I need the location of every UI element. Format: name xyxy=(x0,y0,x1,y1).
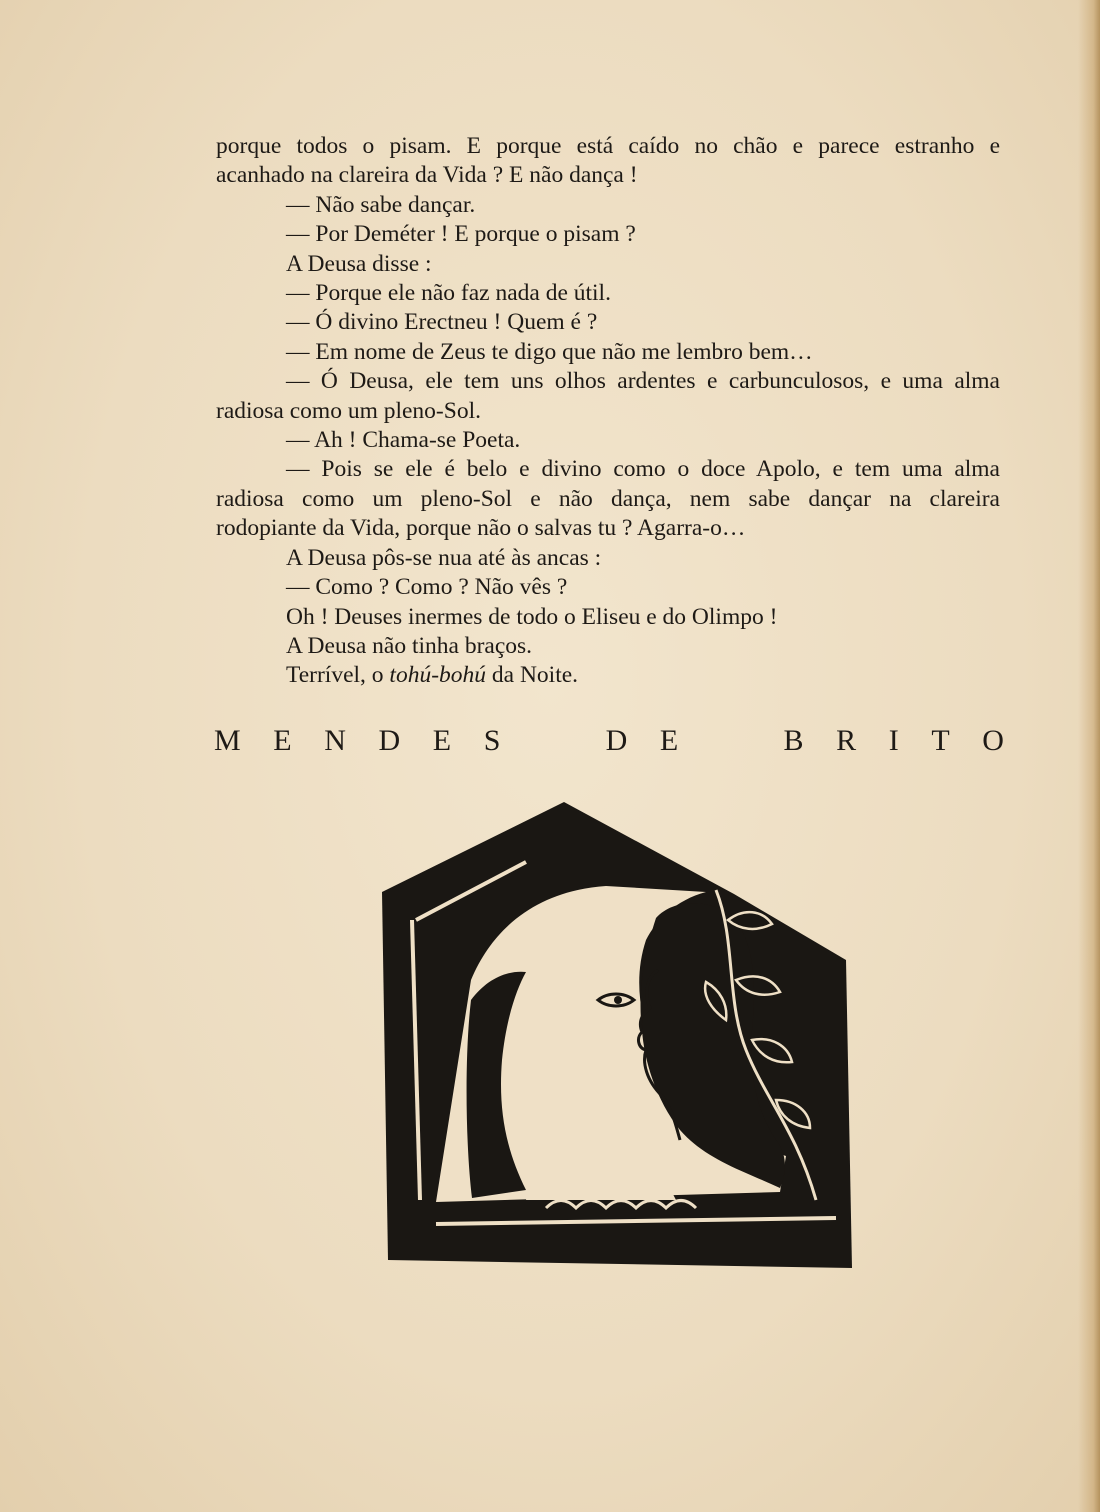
signature-letter: B xyxy=(783,724,804,757)
signature-letter: R xyxy=(836,724,857,757)
author-signature xyxy=(214,724,1004,758)
text-line: A Deusa pôs-se nua até às ancas : xyxy=(286,544,602,571)
text-line: — Ó Deusa, ele tem uns olhos ardentes e carbunculosos, e uma alma xyxy=(286,368,1000,395)
signature-letter: M xyxy=(214,724,241,757)
body-text xyxy=(216,132,1000,691)
signature-letter: N xyxy=(324,724,346,757)
text-line: acanhado na clareira da Vida ? E não dança ! xyxy=(216,162,638,189)
signature-letter: D xyxy=(605,724,628,757)
text-line-last xyxy=(216,661,1000,690)
text-segment: da Noite. xyxy=(486,662,579,689)
text-line: Oh ! Deuses inermes de todo o Eliseu e do Olimpo ! xyxy=(286,603,778,630)
page-edge-shadow xyxy=(1078,0,1100,1512)
text-line: radiosa como um pleno-Sol e não dança, nem sabe dançar na clareira xyxy=(216,485,1000,512)
signature-letter: D xyxy=(378,724,401,757)
text-line: porque todos o pisam. E porque está caído no chão e parece estranho e xyxy=(216,133,1000,159)
signature-letter: E xyxy=(273,724,292,757)
italic-phrase: tohú-bohú xyxy=(389,662,487,689)
woodcut-illustration xyxy=(376,800,852,1270)
signature-gap xyxy=(533,724,573,758)
text-line: — Ah ! Chama-se Poeta. xyxy=(286,427,521,454)
signature-letter: I xyxy=(888,724,899,757)
signature-letter: O xyxy=(982,724,1004,757)
signature-letter: E xyxy=(659,724,679,757)
signature-letter: T xyxy=(931,724,950,757)
text-line: — Por Deméter ! E porque o pisam ? xyxy=(286,221,636,248)
signature-gap xyxy=(711,724,751,758)
text-line: — Como ? Como ? Não vês ? xyxy=(286,574,568,601)
text-line: — Porque ele não faz nada de útil. xyxy=(286,280,611,307)
text-line: A Deusa não tinha braços. xyxy=(286,632,533,659)
text-line: radiosa como um pleno-Sol. xyxy=(216,397,481,424)
text-line: — Ó divino Erectneu ! Quem é ? xyxy=(286,309,598,336)
text-segment: Terrível, o xyxy=(286,662,390,689)
pupil xyxy=(614,996,622,1004)
signature-letter: S xyxy=(483,724,501,757)
text-line: — Não sabe dançar. xyxy=(286,191,476,218)
text-line: — Pois se ele é belo e divino como o doce Apolo, e tem uma alma xyxy=(286,456,1000,483)
text-line: A Deusa disse : xyxy=(286,250,432,277)
signature-letter: E xyxy=(432,724,452,757)
text-line: rodopiante da Vida, porque não o salvas tu ? Agarra-o… xyxy=(216,515,746,542)
text-line: — Em nome de Zeus te digo que não me lembro bem… xyxy=(286,338,813,365)
